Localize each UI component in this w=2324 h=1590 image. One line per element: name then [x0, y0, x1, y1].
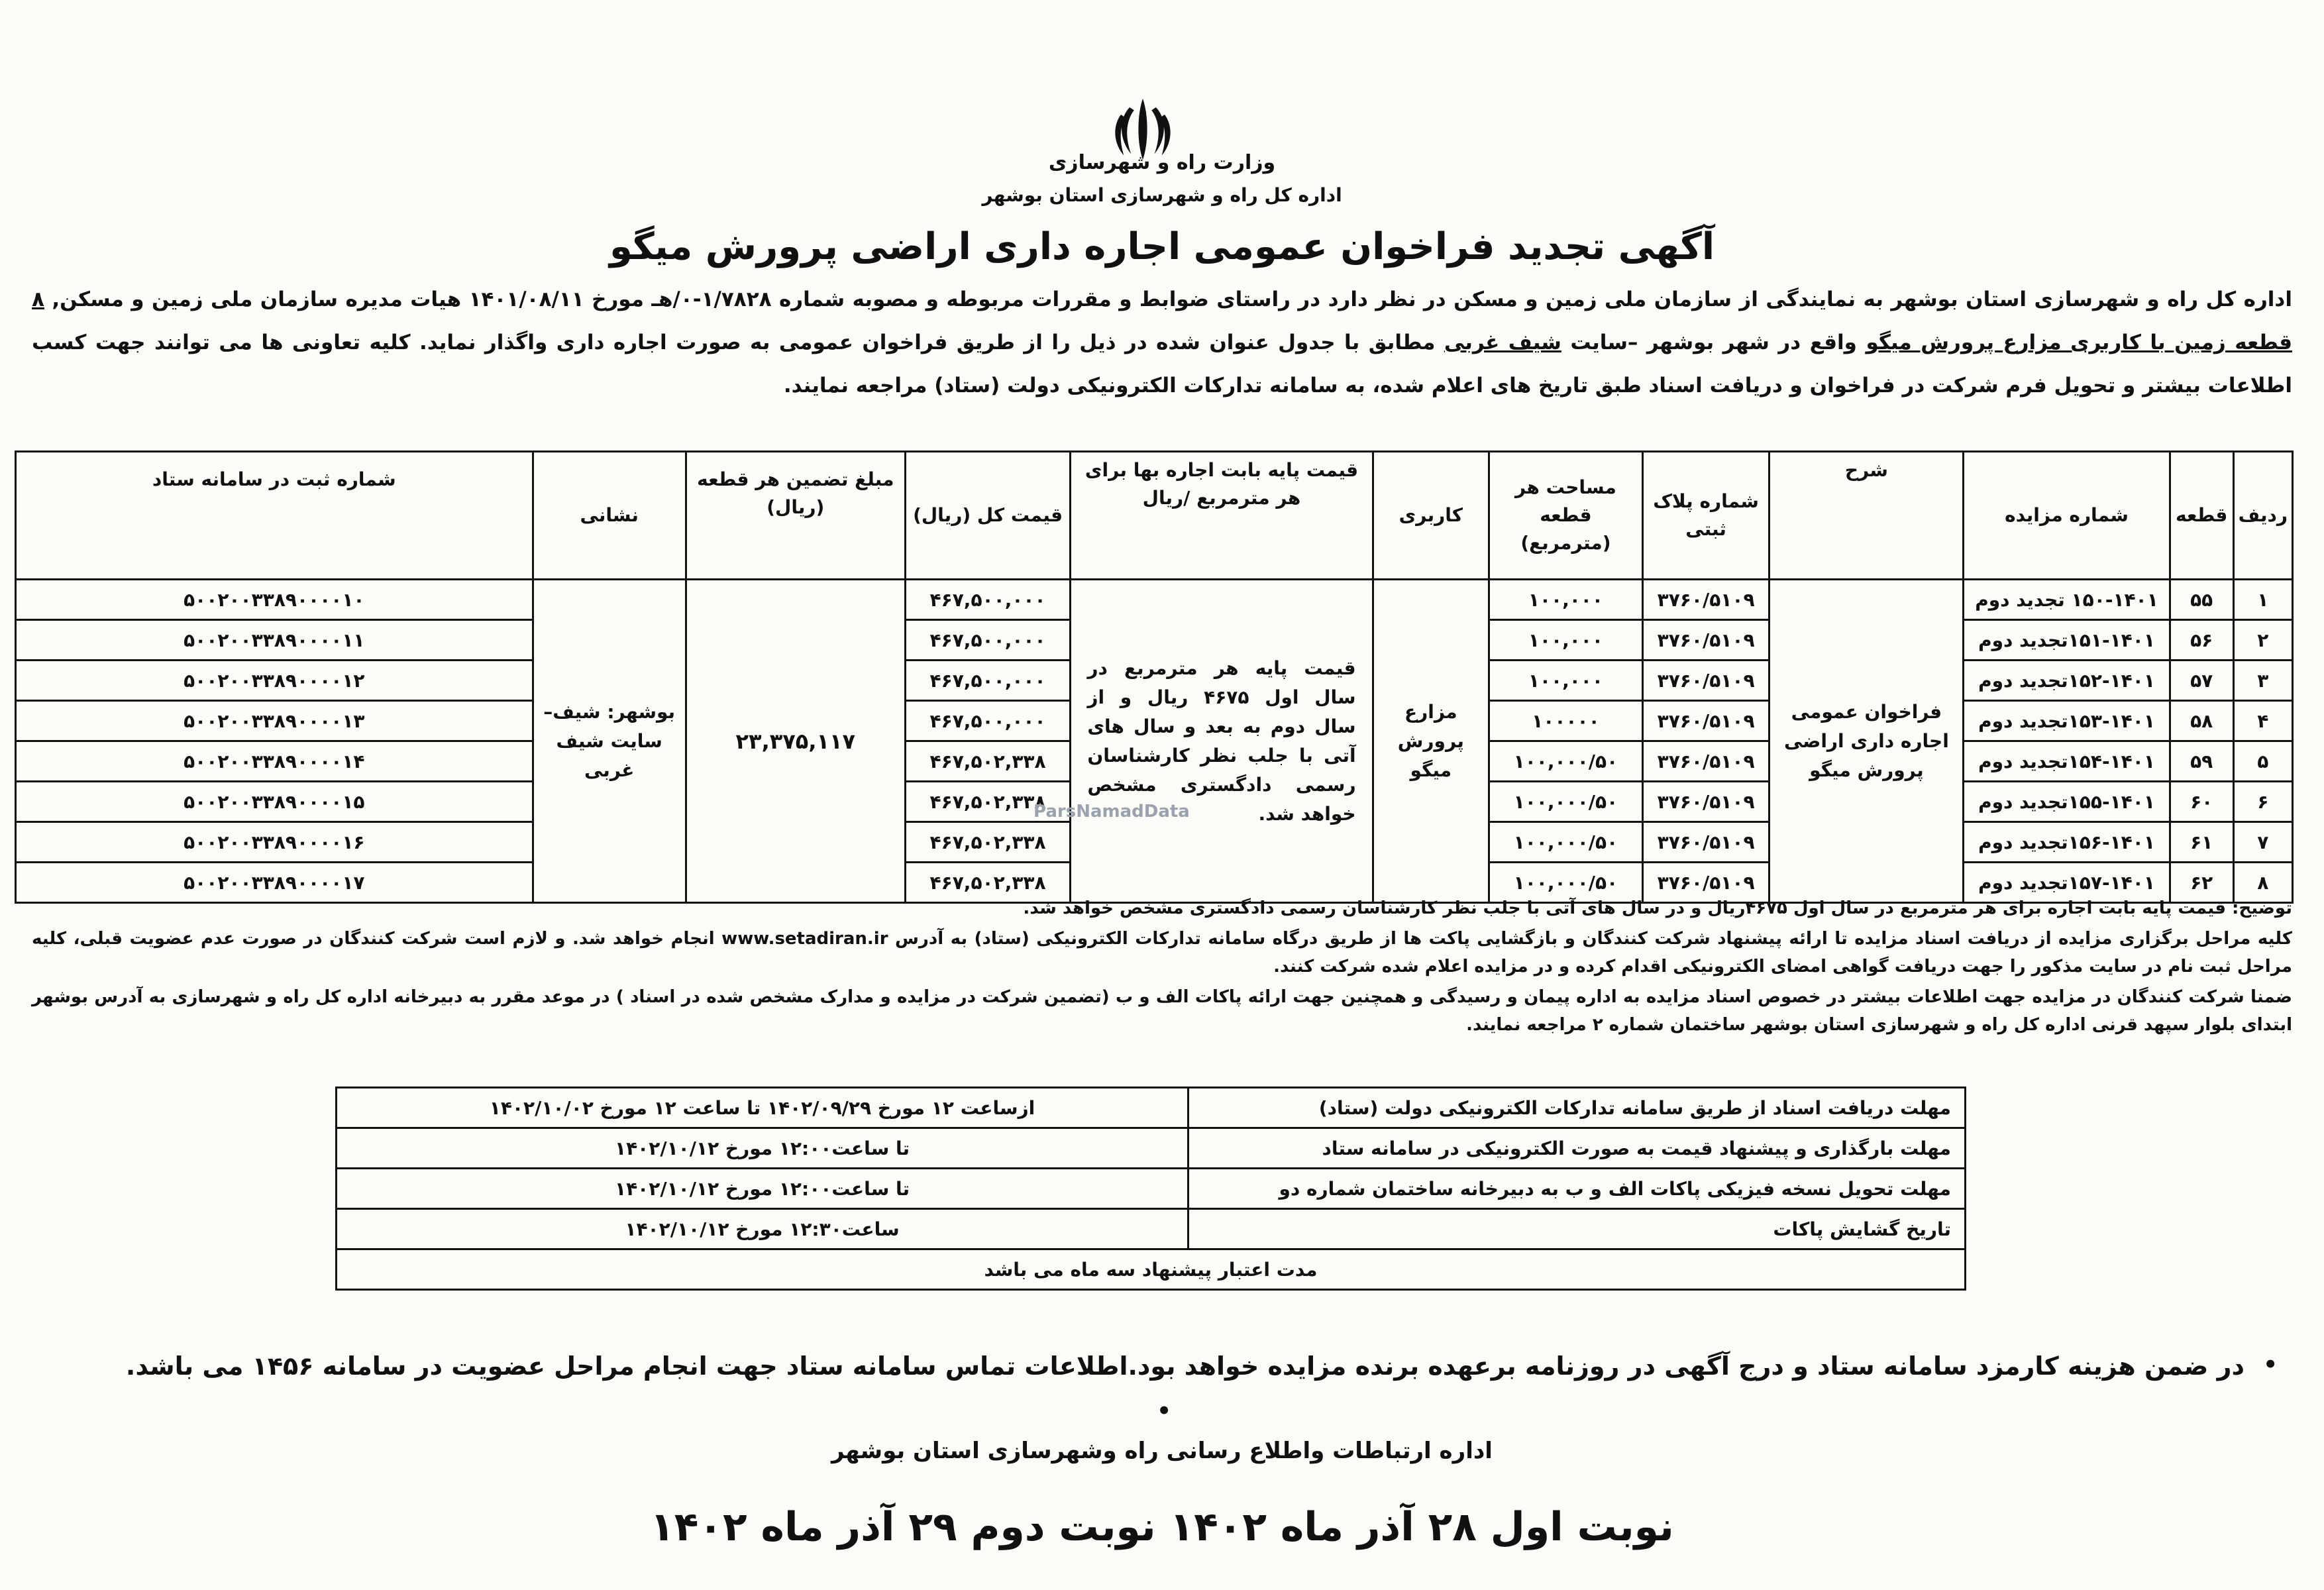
department-name: اداره کل راه و شهرسازی استان بوشهر — [982, 184, 1342, 206]
office-name: اداره ارتباطات واطلاع رسانی راه وشهرسازی استان بوشهر — [831, 1438, 1493, 1464]
notice-title: آگهی تجدید فراخوان عمومی اجاره داری اراضی پرورش میگو — [609, 225, 1715, 268]
cell-row: ۱ — [2233, 580, 2292, 620]
watermark-text: ParsNamadData — [1033, 802, 1190, 822]
publish-dates: نوبت اول ۲۸ آذر ماه ۱۴۰۲ نوبت دوم ۲۹ آذر ماه ۱۴۰۲ — [650, 1504, 1674, 1550]
cell-parcel: ۵۵ — [2170, 580, 2233, 620]
cell-plate: ۳۷۶۰/۵۱۰۹ — [1642, 822, 1769, 863]
intro-paragraph: اداره کل راه و شهرسازی استان بوشهر به نمایندگی از سازمان ملی زمین و مسکن در نظر دارد در راستای ضوابط و مقررات مربوطه و مصوبه شماره ۱/۷۸۲۸-۰/هـ مورخ ۱۴۰۱/۰۸/۱۱ هیات مدیره سازمان ملی زمین و مسکن, ۸ قطعه زمین با کاربری مزارع پرورش میگو واقع در شهر بوشهر –سایت شیف غربی مطابق با جدول عنوان شده در ذیل را از طریق فراخوان عمومی به صورت اجاره داری واگذار نماید. کلیه تعاونی ها می توانند جهت کسب اطلاعات بیشتر و تحویل فرم شرکت در فراخوان و دریافت اسناد طبق تاریخ های اعلام شده، به سامانه تدارکات الکترونیکی دولت (ستاد) مراجعه نمایند. — [32, 288, 2293, 398]
cell-row: ۶ — [2233, 782, 2292, 822]
col-address: نشانی — [533, 452, 686, 580]
cell-auction-no: ۱۵۴-۱۴۰۱تجدید دوم — [1964, 741, 2170, 782]
cell-guarantee-merged: ۲۳,۳۷۵,۱۱۷ — [686, 580, 905, 903]
col-row: ردیف — [2233, 452, 2292, 580]
cell-area: ۱۰۰,۰۰۰/۵۰ — [1489, 822, 1643, 863]
cell-plate: ۳۷۶۰/۵۱۰۹ — [1642, 661, 1769, 701]
cell-setad-no: ۵۰۰۲۰۰۳۳۸۹۰۰۰۰۱۲ — [16, 661, 533, 701]
ministry-name: وزارت راه و شهرسازی — [1048, 151, 1276, 174]
cell-setad-no: ۵۰۰۲۰۰۳۳۸۹۰۰۰۰۱۶ — [16, 822, 533, 863]
fee-note: در ضمن هزینه کارمزد سامانه ستاد و درج آگهی در روزنامه برعهده برنده مزایده خواهد بود.اطلاعات تماس سامانه ستاد جهت انجام مراحل عضویت در سامانه ۱۴۵۶ می باشد. — [125, 1352, 2245, 1381]
cell-auction-no: ۱۵۰-۱۴۰۱ تجدید دوم — [1964, 580, 2170, 620]
cell-setad-no: ۵۰۰۲۰۰۳۳۸۹۰۰۰۰۱۴ — [16, 741, 533, 782]
cell-setad-no: ۵۰۰۲۰۰۳۳۸۹۰۰۰۰۱۱ — [16, 620, 533, 661]
cell-total-price: ۴۶۷,۵۰۲,۳۳۸ — [905, 782, 1071, 822]
cell-area: ۱۰۰,۰۰۰/۵۰ — [1489, 741, 1643, 782]
cell-plate: ۳۷۶۰/۵۱۰۹ — [1642, 741, 1769, 782]
cell-plate: ۳۷۶۰/۵۱۰۹ — [1642, 782, 1769, 822]
cell-auction-no: ۱۵۶-۱۴۰۱تجدید دوم — [1964, 822, 2170, 863]
cell-plate: ۳۷۶۰/۵۱۰۹ — [1642, 701, 1769, 741]
cell-setad-no: ۵۰۰۲۰۰۳۳۸۹۰۰۰۰۱۷ — [16, 863, 533, 903]
cell-area: ۱۰۰,۰۰۰/۵۰ — [1489, 782, 1643, 822]
col-base-price: قیمت پایه بابت اجاره بها برای هر مترمربع /ریال — [1071, 452, 1373, 580]
deadline-value: ازساعت ۱۲ مورخ ۱۴۰۲/۰۹/۲۹ تا ساعت ۱۲ مورخ ۱۴۰۲/۱۰/۰۲ — [337, 1088, 1188, 1128]
cell-parcel: ۵۹ — [2170, 741, 2233, 782]
parcels-table — [15, 450, 2294, 904]
cell-auction-no: ۱۵۲-۱۴۰۱تجدید دوم — [1964, 661, 2170, 701]
table-row — [337, 1128, 1966, 1169]
cell-setad-no: ۵۰۰۲۰۰۳۳۸۹۰۰۰۰۱۳ — [16, 701, 533, 741]
col-auction-no: شماره مزایده — [1964, 452, 2170, 580]
cell-area: ۱۰۰۰۰۰ — [1489, 701, 1643, 741]
cell-row: ۵ — [2233, 741, 2292, 782]
cell-auction-no: ۱۵۵-۱۴۰۱تجدید دوم — [1964, 782, 2170, 822]
col-area: مساحت هر قطعه (مترمربع) — [1489, 452, 1643, 580]
col-parcel: قطعه — [2170, 452, 2233, 580]
cell-auction-no: ۱۵۷-۱۴۰۱تجدید دوم — [1964, 863, 2170, 903]
cell-total-price: ۴۶۷,۵۰۰,۰۰۰ — [905, 620, 1071, 661]
cell-total-price: ۴۶۷,۵۰۲,۳۳۸ — [905, 863, 1071, 903]
cell-row: ۴ — [2233, 701, 2292, 741]
cell-total-price: ۴۶۷,۵۰۲,۳۳۸ — [905, 822, 1071, 863]
bullet-icon: • — [1157, 1398, 1171, 1424]
note-procedure: کلیه مراحل برگزاری مزایده از دریافت اسناد مزایده تا ارائه پیشنهاد شرکت کنندگان و بازگشایی پاکت ها از طریق درگاه سامانه تدارکات الکترونیکی (ستاد) به آدرس www.setadiran.ir انجام خواهد شد. و لازم است شرکت کنندگان در صورت عدم عضویت قبلی، کلیه مراحل ثبت نام در سایت مذکور را جهت دریافت گواهی امضای الکترونیکی اقدام کرده و در مزایده اعلام شده شرکت کنند. — [32, 929, 2292, 977]
table-row — [337, 1169, 1966, 1209]
deadline-label: مهلت تحویل نسخه فیزیکی پاکات الف و ب به دبیرخانه ساختمان شماره دو — [1188, 1169, 1966, 1209]
cell-plate: ۳۷۶۰/۵۱۰۹ — [1642, 620, 1769, 661]
cell-parcel: ۶۲ — [2170, 863, 2233, 903]
cell-total-price: ۴۶۷,۵۰۰,۰۰۰ — [905, 580, 1071, 620]
deadlines-table — [335, 1086, 1966, 1291]
cell-setad-no: ۵۰۰۲۰۰۳۳۸۹۰۰۰۰۱۵ — [16, 782, 533, 822]
bullet-icon: • — [2263, 1352, 2278, 1378]
cell-desc-merged: فراخوان عمومی اجاره داری اراضی پرورش میگو — [1769, 580, 1964, 903]
deadline-label: تاریخ گشایش پاکات — [1188, 1209, 1966, 1249]
note-envelopes: ضمنا شرکت کنندگان در مزایده جهت اطلاعات بیشتر در خصوص اسناد مزایده به اداره پیمان و رسیدگی و همچنین جهت ارائه پاکات الف و ب (تضمین شرکت در مزایده و مدارک مشخص شده در اسناد ) در موعد مقرر به دبیرخانه اداره کل راه و شهرسازی به آدرس بوشهر ابتدای بلوار سپهد قرنی اداره کل راه و شهرسازی استان بوشهر ساختمان شماره ۲ مراجعه نمایند. — [32, 987, 2292, 1035]
cell-auction-no: ۱۵۱-۱۴۰۱تجدید دوم — [1964, 620, 2170, 661]
cell-row: ۸ — [2233, 863, 2292, 903]
table-header-row — [16, 452, 2293, 580]
deadline-value: تا ساعت۱۲:۰۰ مورخ ۱۴۰۲/۱۰/۱۲ — [337, 1169, 1188, 1209]
col-setad-no: شماره ثبت در سامانه ستاد — [16, 452, 533, 580]
table-row — [337, 1088, 1966, 1128]
cell-area: ۱۰۰,۰۰۰ — [1489, 580, 1643, 620]
cell-setad-no: ۵۰۰۲۰۰۳۳۸۹۰۰۰۰۱۰ — [16, 580, 533, 620]
deadline-value: ساعت۱۲:۳۰ مورخ ۱۴۰۲/۱۰/۱۲ — [337, 1209, 1188, 1249]
intro-underlined: ۸ قطعه زمین با کاربری مزارع پرورش میگو — [32, 288, 2293, 354]
cell-row: ۷ — [2233, 822, 2292, 863]
cell-area: ۱۰۰,۰۰۰ — [1489, 620, 1643, 661]
cell-plate: ۳۷۶۰/۵۱۰۹ — [1642, 580, 1769, 620]
cell-parcel: ۵۶ — [2170, 620, 2233, 661]
cell-area: ۱۰۰,۰۰۰/۵۰ — [1489, 863, 1643, 903]
cell-plate: ۳۷۶۰/۵۱۰۹ — [1642, 863, 1769, 903]
cell-parcel: ۶۱ — [2170, 822, 2233, 863]
col-desc: شرح — [1769, 452, 1964, 580]
cell-total-price: ۴۶۷,۵۰۰,۰۰۰ — [905, 701, 1071, 741]
validity-text: مدت اعتبار پیشنهاد سه ماه می باشد — [337, 1249, 1966, 1290]
deadline-label: مهلت بارگذاری و پیشنهاد قیمت به صورت الکترونیکی در سامانه ستاد — [1188, 1128, 1966, 1169]
cell-total-price: ۴۶۷,۵۰۰,۰۰۰ — [905, 661, 1071, 701]
cell-area: ۱۰۰,۰۰۰ — [1489, 661, 1643, 701]
cell-parcel: ۵۸ — [2170, 701, 2233, 741]
col-total-price: قیمت کل (ریال) — [905, 452, 1071, 580]
notes-section — [32, 894, 2292, 1041]
deadline-label: مهلت دریافت اسناد از طریق سامانه تدارکات الکترونیکی دولت (ستاد) — [1188, 1088, 1966, 1128]
table-row — [337, 1209, 1966, 1249]
cell-parcel: ۵۷ — [2170, 661, 2233, 701]
note-base-price: توضیح: قیمت پایه بابت اجاره برای هر مترمربع در سال اول ۴۶۷۵ریال و در سال های آتی با جلب نظر کارشناسان رسمی دادگستری مشخص خواهد شد. — [1023, 898, 2292, 918]
cell-total-price: ۴۶۷,۵۰۲,۳۳۸ — [905, 741, 1071, 782]
col-guarantee: مبلغ تضمین هر قطعه (ریال) — [686, 452, 905, 580]
table-row — [16, 580, 2293, 620]
deadline-value: تا ساعت۱۲:۰۰ مورخ ۱۴۰۲/۱۰/۱۲ — [337, 1128, 1188, 1169]
col-usage: کاربری — [1373, 452, 1489, 580]
cell-row: ۳ — [2233, 661, 2292, 701]
table-row — [337, 1249, 1966, 1290]
cell-usage-merged: مزارع پرورش میگو — [1373, 580, 1489, 903]
intro-underlined-site: شیف غربی — [1444, 331, 1561, 354]
cell-base-price-merged: قیمت پایه هر مترمربع در سال اول ۴۶۷۵ ریال و از سال دوم به بعد و سال های آتی با جلب نظر کارشناسان رسمی دادگستری مشخص خواهد شد. — [1071, 580, 1373, 903]
cell-auction-no: ۱۵۳-۱۴۰۱تجدید دوم — [1964, 701, 2170, 741]
cell-parcel: ۶۰ — [2170, 782, 2233, 822]
col-plate: شماره پلاک ثبتی — [1642, 452, 1769, 580]
cell-row: ۲ — [2233, 620, 2292, 661]
cell-address-merged: بوشهر: شیف–سایت شیف غربی — [533, 580, 686, 903]
